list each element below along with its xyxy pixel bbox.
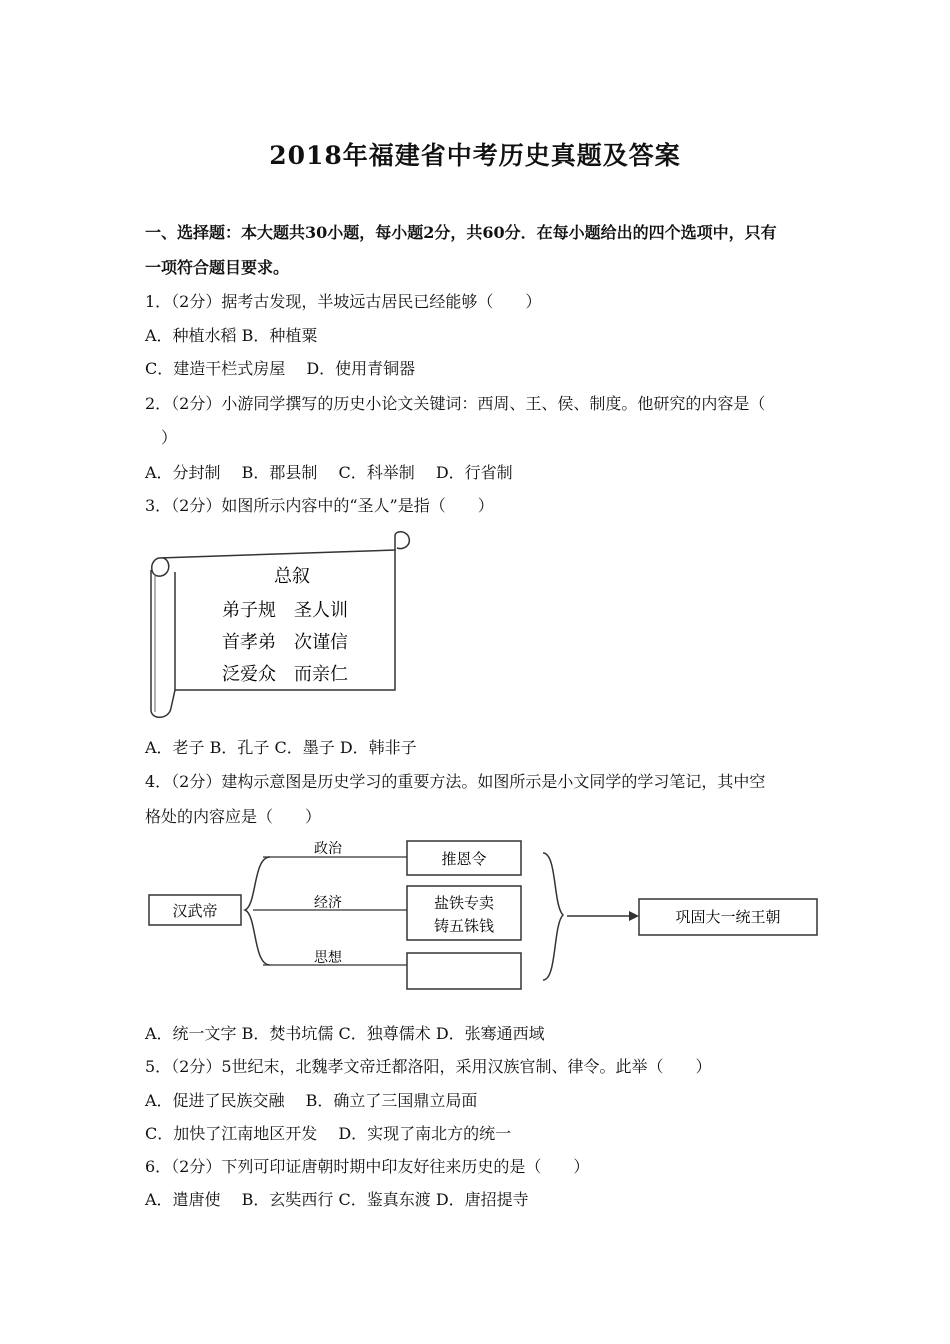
branch-label-economy: 经济 [314,895,342,911]
question-1-options-a: A．种植水稻 B．种植粟 [145,326,318,345]
branch-label-thought: 思想 [314,950,342,966]
scroll-title: 总叙 [274,566,310,587]
question-2-options: A．分封制 B．郡县制 C．科举制 D．行省制 [145,463,513,482]
scroll-figure [145,530,420,722]
diagram-left-label: 汉武帝 [172,902,218,920]
diagram-box-politics-text: 推恩令 [441,850,487,868]
diagram-box-economy-text-2: 铸五铢钱 [433,917,495,935]
diagram-right-brace [543,853,563,980]
branch-label-politics: 政治 [314,841,342,857]
diagram-result-text: 巩固大一统王朝 [675,908,781,926]
question-1-stem: 1．（2分）据考古发现，半坡远古居民已经能够（ ） [145,292,542,311]
question-4-options: A．统一文字 B．焚书坑儒 C．独尊儒术 D．张骞通西域 [145,1024,545,1043]
question-4-stem-cont: 格处的内容应是（ ） [145,807,322,826]
question-5-stem: 5．（2分）5世纪末，北魏孝文帝迁都洛阳，采用汉族官制、律令。此举（ ） [145,1057,712,1076]
question-3-stem: 3．（2分）如图所示内容中的“圣人”是指（ ） [145,496,494,515]
question-1-options-b: C．建造干栏式房屋 D．使用青铜器 [145,359,416,378]
scroll-line-3: 泛爱众 而亲仁 [222,664,348,685]
question-3-options: A．老子 B．孔子 C．墨子 D．韩非子 [145,738,417,757]
question-6-stem: 6．（2分）下列可印证唐朝时期中印友好往来历史的是（ ） [145,1157,590,1176]
question-2-stem: 2．（2分）小游同学撰写的历史小论文关键词：西周、王、侯、制度。他研究的内容是（ [145,394,766,413]
diagram-box-economy-text-1: 盐铁专卖 [433,894,495,912]
section-instruction-cont: 一项符合题目要求。 [145,258,290,277]
scroll-line-1: 弟子规 圣人训 [222,600,348,621]
question-4-stem: 4．（2分）建构示意图是历史学习的重要方法。如图所示是小文同学的学习笔记，其中空 [145,772,766,791]
scroll-line-2: 首孝弟 次谨信 [222,632,348,653]
diagram-box-thought-blank [407,953,521,989]
page-title: 2018年福建省中考历史真题及答案 [269,141,681,170]
question-2-stem-cont: ） [145,428,178,447]
diagram-left-brace [245,857,270,965]
question-5-options-b: C．加快了江南地区开发 D．实现了南北方的统一 [145,1124,512,1143]
question-5-options-a: A．促进了民族交融 B．确立了三国鼎立局面 [145,1091,478,1110]
section-instruction: 一、选择题：本大题共30小题，每小题2分，共60分．在每小题给出的四个选项中，只有 [145,223,777,242]
question-6-options: A．遣唐使 B．玄奘西行 C．鉴真东渡 D．唐招提寺 [145,1190,529,1209]
concept-diagram [145,835,825,995]
